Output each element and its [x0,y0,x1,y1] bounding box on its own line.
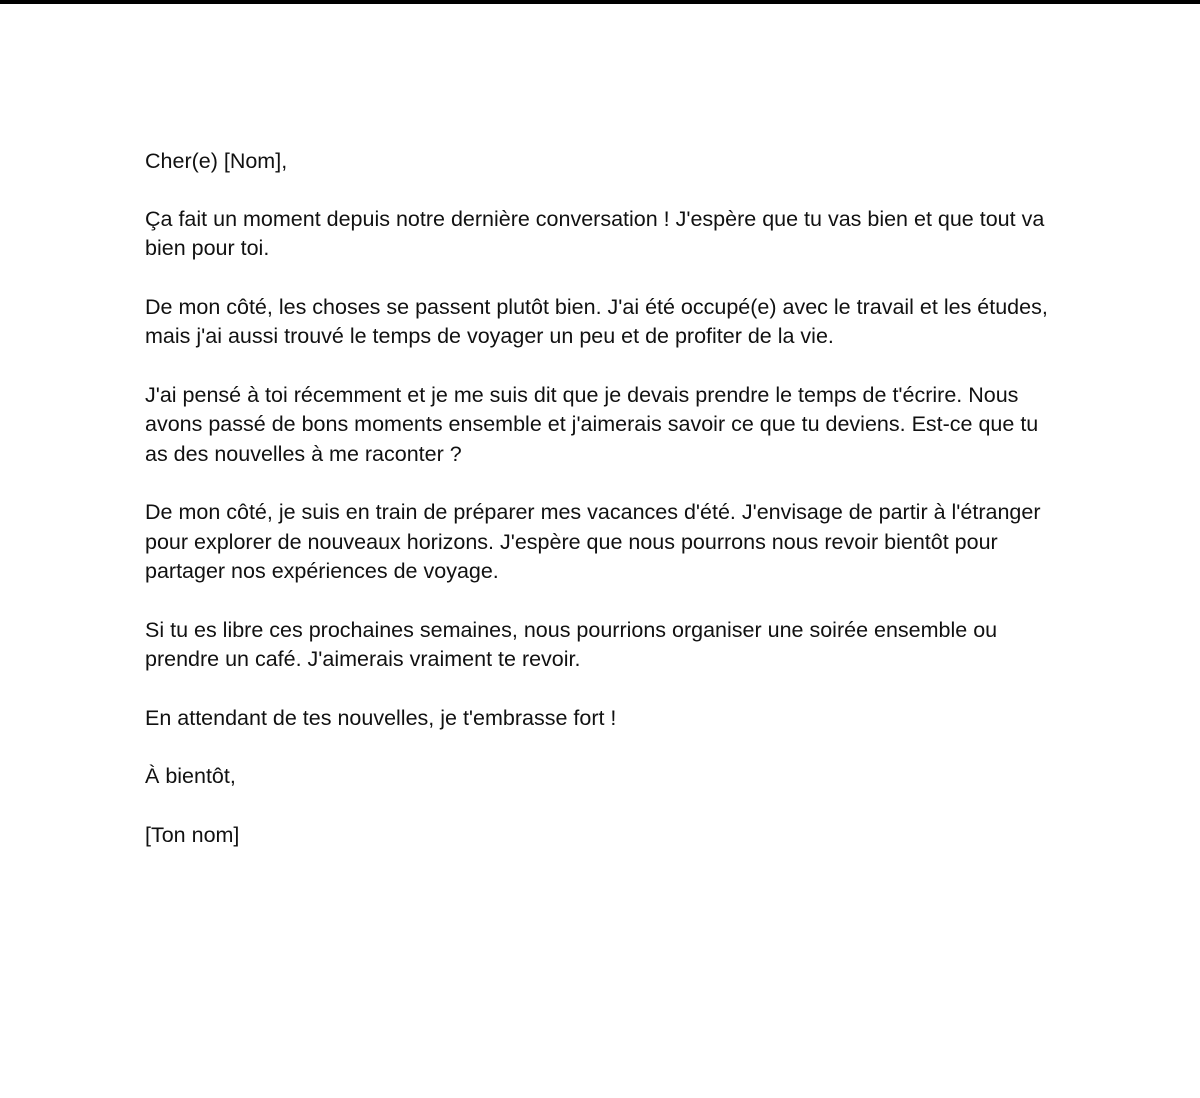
letter-paragraph: Si tu es libre ces prochaines semaines, nous pourrions organiser une soirée ensemble ou prendre un café. J'aimerais vraiment te revoir. [145,617,998,671]
letter-paragraph: De mon côté, les choses se passent plutôt bien. J'ai été occupé(e) avec le travail et les études, mais j'ai aussi trouvé le temps de voyager un peu et de profiter de la vie. [145,294,1048,348]
letter-paragraph: Ça fait un moment depuis notre dernière conversation ! J'espère que tu vas bien et que tout va bien pour toi. [145,206,1045,260]
letter-greeting: Cher(e) [Nom], [145,149,288,173]
letter-closing: À bientôt, [145,764,236,788]
top-border [0,0,1200,4]
letter-body [145,147,1055,879]
letter-paragraph: En attendant de tes nouvelles, je t'embrasse fort ! [145,705,617,730]
letter-paragraph: De mon côté, je suis en train de préparer mes vacances d'été. J'envisage de partir à l'étranger pour explorer de nouveaux horizons. J'espère que nous pourrons nous revoir bientôt pour partager nos expériences de voyage. [145,500,1041,583]
letter-paragraph: J'ai pensé à toi récemment et je me suis dit que je devais prendre le temps de t'écrire. Nous avons passé de bons moments ensemble et j'aimerais savoir ce que tu deviens. Est-ce que tu as des nouvelles à me raconter ? [145,382,1039,466]
letter-signature: [Ton nom] [145,822,240,847]
